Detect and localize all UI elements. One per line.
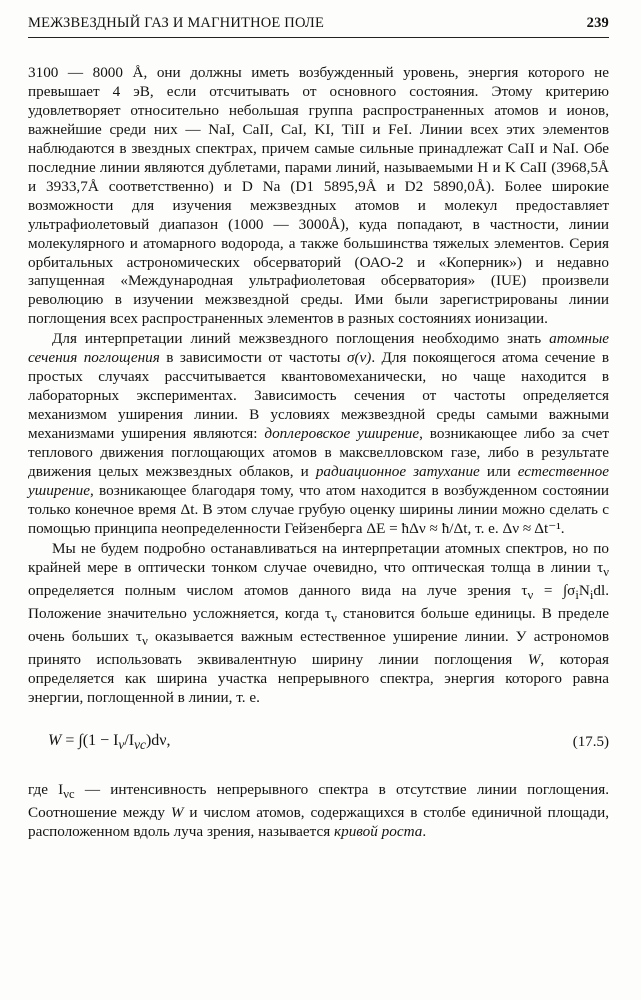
paragraph-2 <box>28 330 609 538</box>
italic-term: кривой роста <box>334 822 423 840</box>
text-run: — интенсивность непрерывного спектра в отсутствие линии поглощения. Соотношение между <box>28 780 610 821</box>
text-run: , возникающее благодаря тому, что атом находится в возбужденном состоянии только конечное время Δt. В этом случае грубую оценку ширины линии можно сделать с помощью принципа неопределенности Гейзенберга ΔE = ħΔν ≈ ħ/Δt, т. е. Δν ≈ Δt⁻¹. <box>28 481 609 537</box>
subscript: νc <box>63 786 75 801</box>
page-body <box>28 64 609 842</box>
italic-term: σ(ν) <box>346 349 372 367</box>
formula-part: /I <box>124 731 135 749</box>
text-run: в зависимости от частоты <box>159 349 347 367</box>
formula <box>28 732 171 753</box>
subscript: ν <box>603 564 609 579</box>
text-run: . <box>422 822 427 840</box>
formula-lhs: W <box>48 731 62 749</box>
subscript: ν <box>331 610 337 625</box>
italic-term: атомные сечения поглощения <box>28 330 609 367</box>
italic-term: доплеровское уширение <box>264 425 420 443</box>
text-run: dl. Положение значительно усложняется, когда τ <box>28 581 609 622</box>
italic-term: W <box>170 803 184 821</box>
subscript: i <box>589 587 594 602</box>
italic-term: естественное уширение <box>28 463 609 499</box>
subscript: ν <box>118 736 125 752</box>
subscript: i <box>575 587 579 602</box>
running-header <box>28 0 609 38</box>
italic-term: радиационное затухание <box>315 463 480 481</box>
text-run: или <box>479 463 518 481</box>
text-run: . Для покоящегося атома сечение в простых случаях рассчитывается квантовомеханически, но чаще находится в лабораторных экспериментах. Зависимость сечения от частоты определяется механизмом уширения линии. В условиях межзвездной среды самыми важными механизмами уширения являются: <box>28 349 609 443</box>
subscript: ν <box>527 587 534 602</box>
paragraph-1: 3100 — 8000 Å, они должны иметь возбужденный уровень, энергия которого не превышает 4 эВ, если отсчитывать от основного состояния. Этому критерию удовлетворяет относительно небольшая группа распространенных атомов и ионов, важнейшие среди них — NaI, CaII, CaI, KI, TiII и FeI. Линии всех этих элементов наблюдаются в звездных спектрах, причем самые сильные принадлежат CaII и NaI. Обе последние линии являются дублетами, парами линий, называемыми H и K CaII (3968,5Å и 3933,7Å соответственно) и D Na (D1 5895,9Å и D2 5890,0Å). Более широкие возможности для изучения межзвездных атомов и молекул предоставляет ультрафиолетовый диапазон (1000 — 3000Å), куда попадают, в частности, линии молекулярного и атомарного водорода, а также большинства тяжелых элементов. Серия орбитальных астрономических обсерваторий (ОАО-2 и «Коперник») и недавно запущенная «Международная ультрафиолетовая обсерватория» (IUE) произвели революцию в изучении межзвездной среды. Ими были зарегистрированы линии поглощения всех распространенных элементов в разных состояниях ионизации. <box>28 64 609 328</box>
text-run: = ∫σ <box>533 581 576 599</box>
equation-number: (17.5) <box>572 733 609 750</box>
text-run: Мы не будем подробно останавливаться на интерпретации атомных спектров, но по крайней мере в оптически тонком случае очевидно, что оптическая толща в линии τ <box>28 539 609 576</box>
italic-term: W <box>527 650 541 668</box>
text-run: становится больше единицы. В пределе очень больших τ <box>28 604 609 645</box>
paragraph-3 <box>28 540 609 708</box>
text-run: Для интерпретации линий межзвездного поглощения необходимо знать <box>52 330 550 348</box>
text-run: оказывается важным естественное уширение линии. У астрономов принято использовать эквивалентную ширину линии поглощения <box>28 627 610 668</box>
text-run: , возникающее либо за счет теплового движения поглощающих атомов в максвелловском газе, либо в результате движения целых межзвездных облаков, и <box>28 425 609 481</box>
subscript: νc <box>134 736 146 752</box>
formula-part: )dν, <box>145 731 171 749</box>
running-title: МЕЖЗВЕЗДНЫЙ ГАЗ И МАГНИТНОЕ ПОЛЕ <box>28 15 325 31</box>
subscript: ν <box>142 633 148 648</box>
text-run: N <box>578 581 590 599</box>
text-run: где I <box>28 780 64 798</box>
text-run: , которая определяется как ширина участка непрерывного спектра, энергия которого равна энергии, поглощенной в линии, т. е. <box>28 650 609 706</box>
text-run: и числом атомов, содержащихся в столбе единичной площади, расположенном вдоль луча зрения, называется <box>28 803 610 840</box>
paragraph-4 <box>28 781 609 842</box>
equation-17-5 <box>28 732 609 753</box>
formula-part: ∫(1 − I <box>78 731 119 749</box>
formula-eq: = <box>61 731 79 749</box>
page-number: 239 <box>586 15 609 31</box>
text-run: определяется полным числом атомов данного вида на луче зрения τ <box>28 581 528 599</box>
